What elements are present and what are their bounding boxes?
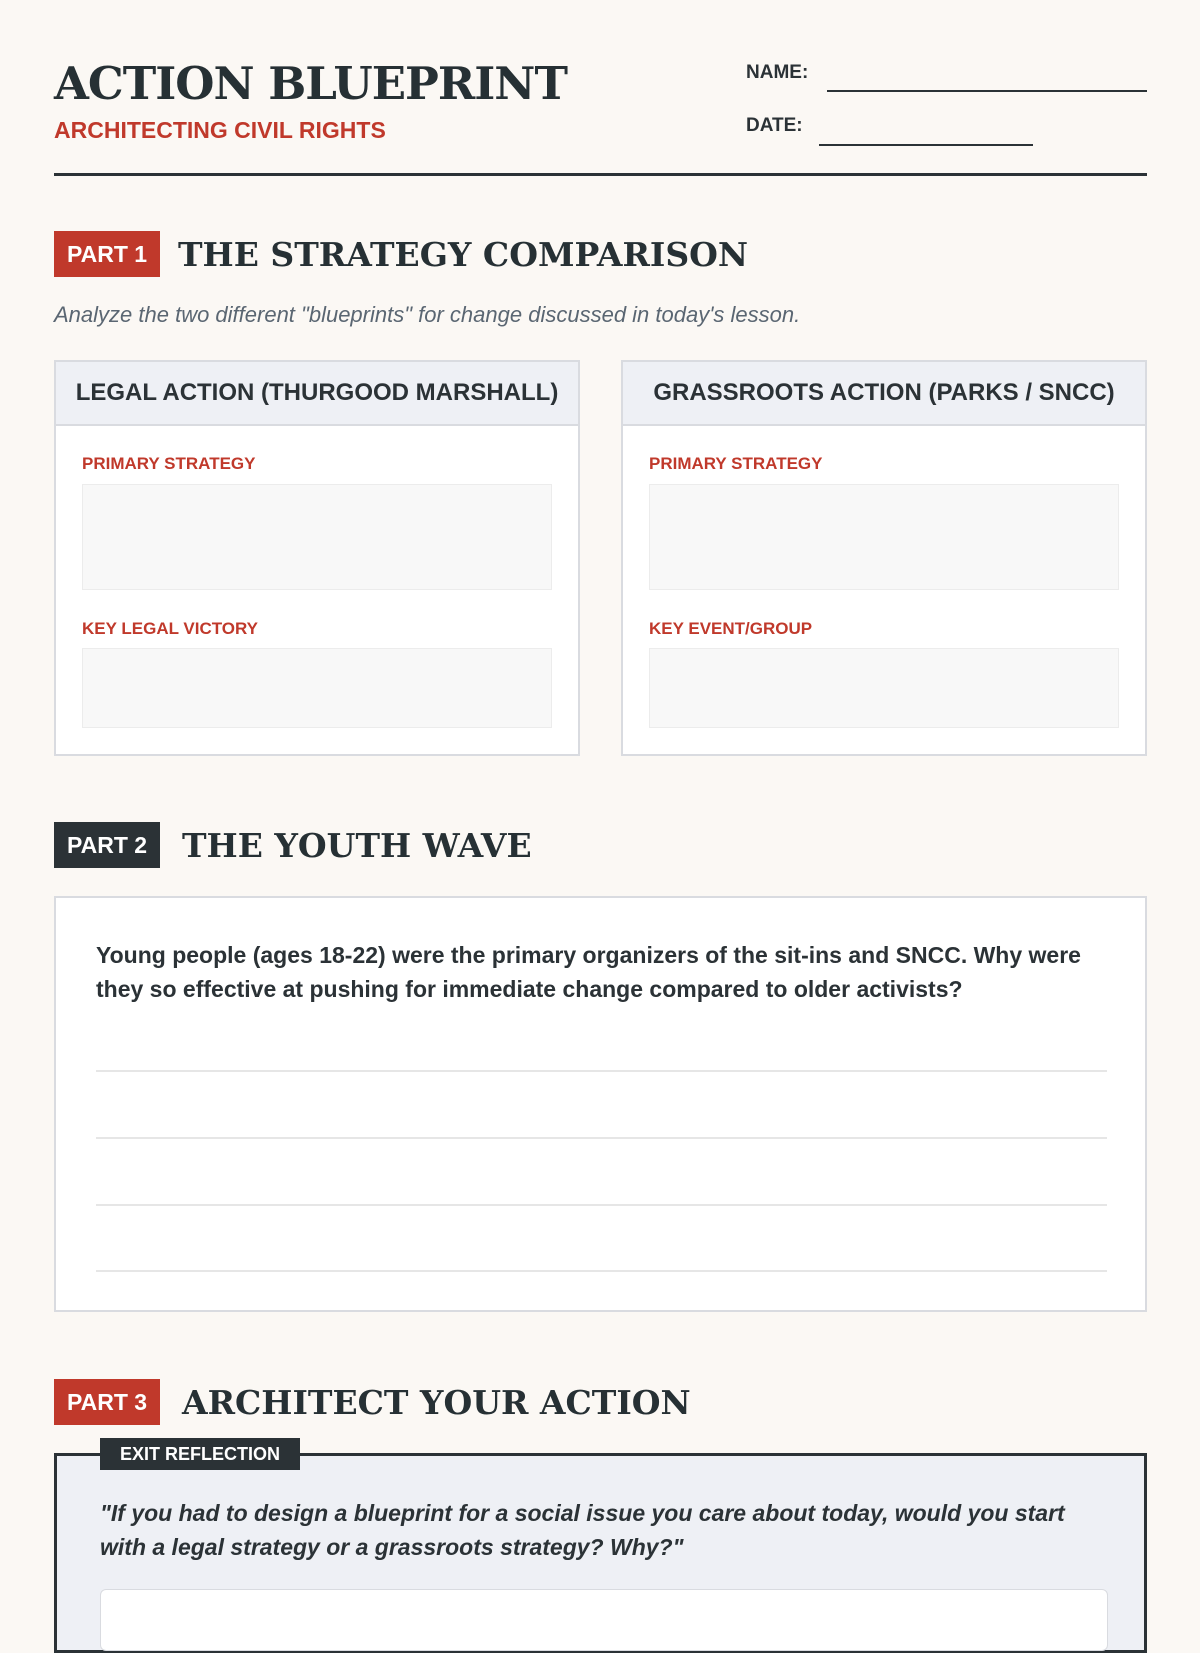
part2-badge: PART 2 (54, 822, 160, 868)
answer-line[interactable] (96, 1204, 1107, 1206)
answer-line[interactable] (96, 1137, 1107, 1139)
part2-header (54, 822, 654, 868)
exit-reflection-tag: EXIT REFLECTION (100, 1438, 300, 1470)
name-field[interactable] (827, 90, 1147, 92)
youth-wave-question-box (54, 896, 1147, 1312)
card-heading: GRASSROOTS ACTION (PARKS / SNCC) (623, 362, 1145, 426)
card-heading: LEGAL ACTION (THURGOOD MARSHALL) (56, 362, 578, 426)
primary-strategy-answer[interactable] (649, 484, 1119, 590)
answer-line[interactable] (96, 1070, 1107, 1072)
part1-header (54, 231, 754, 277)
part3-header (54, 1379, 754, 1425)
date-field[interactable] (819, 144, 1033, 146)
answer-line[interactable] (96, 1270, 1107, 1272)
legal-action-card (54, 360, 580, 756)
field-label: PRIMARY STRATEGY (82, 454, 256, 473)
exit-reflection-answer[interactable] (100, 1589, 1108, 1651)
field-label: KEY LEGAL VICTORY (82, 619, 259, 638)
part1-title: THE STRATEGY COMPARISON (178, 235, 749, 274)
key-legal-victory-answer[interactable] (82, 648, 552, 728)
part2-title: THE YOUTH WAVE (182, 826, 532, 865)
youth-wave-question: Young people (ages 18-22) were the primary organizers of the sit-ins and SNCC. Why were they so effective at pushing for immediate change compared to older activists? (96, 942, 1081, 1002)
name-label: NAME: (746, 62, 809, 83)
primary-strategy-answer[interactable] (82, 484, 552, 590)
field-label: PRIMARY STRATEGY (649, 454, 823, 473)
field-label: KEY EVENT/GROUP (649, 619, 813, 638)
grassroots-action-card (621, 360, 1147, 756)
date-label: DATE: (746, 115, 803, 136)
page-title: ACTION BLUEPRINT (54, 57, 567, 110)
part3-badge: PART 3 (54, 1379, 160, 1425)
exit-reflection-prompt: "If you had to design a blueprint for a social issue you care about today, would you start with a legal strategy or a grassroots strategy? Why?" (100, 1500, 1065, 1560)
page-subtitle: ARCHITECTING CIVIL RIGHTS (54, 117, 386, 143)
part1-badge: PART 1 (54, 231, 160, 277)
header-divider (54, 173, 1147, 176)
exit-reflection-box (54, 1444, 1147, 1653)
key-event-group-answer[interactable] (649, 648, 1119, 728)
part1-instructions: Analyze the two different "blueprints" for change discussed in today's lesson. (54, 302, 801, 327)
part3-title: ARCHITECT YOUR ACTION (182, 1383, 691, 1422)
worksheet-header (54, 56, 1147, 176)
